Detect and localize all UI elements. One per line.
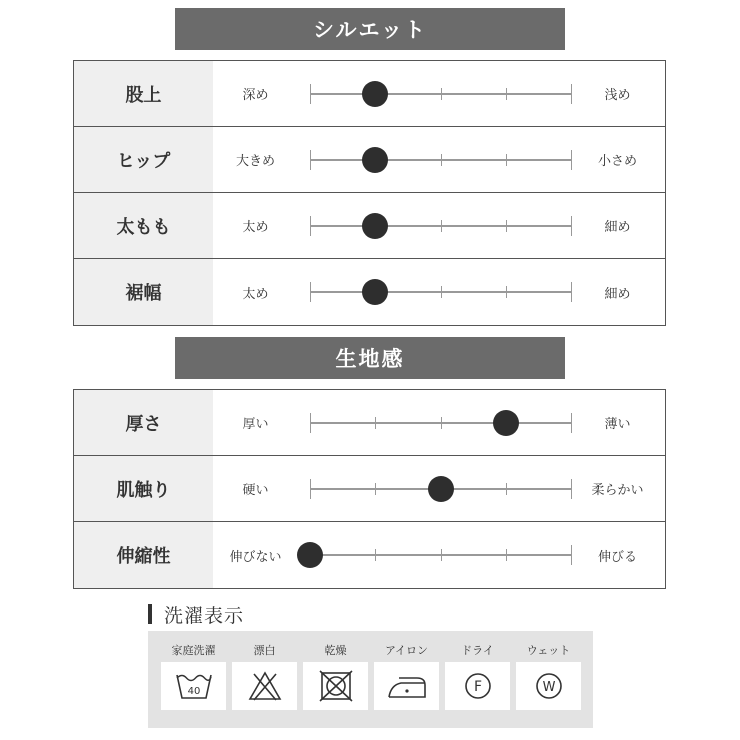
scale-tick (310, 150, 311, 170)
scale-tick (375, 549, 376, 561)
scale-tick (310, 282, 311, 302)
scale-tick (375, 483, 376, 495)
silhouette-row-thigh (74, 193, 665, 259)
iron-low-icon (385, 671, 429, 701)
scale-right-label: 小さめ (597, 154, 637, 169)
wash-item-home (161, 631, 226, 728)
fit-scale (310, 61, 571, 126)
fit-scale (310, 390, 571, 455)
scale-right-label: 柔らかい (591, 483, 644, 498)
row-label: ヒップ (74, 127, 213, 192)
scale-left-label: 伸びない (229, 549, 282, 565)
row-label: 裾幅 (74, 259, 213, 325)
scale-tick (506, 286, 507, 298)
wash-item-iron (374, 631, 439, 728)
wash-label: ドライ (461, 644, 494, 657)
texture-row-thickness (74, 390, 665, 456)
wash-item-bleach (232, 631, 297, 728)
scale-marker (297, 542, 323, 568)
scale-tick (506, 154, 507, 166)
wash-item-dry (303, 631, 368, 728)
scale-tick (310, 479, 311, 499)
silhouette-table (73, 60, 666, 326)
scale-right-label: 浅め (604, 88, 631, 103)
scale-marker (362, 213, 388, 239)
texture-header (175, 337, 565, 379)
washtub-40-icon (174, 669, 214, 703)
heading-bar (148, 604, 152, 624)
wash-label: 乾燥 (324, 644, 347, 657)
no-bleach-icon (247, 670, 283, 702)
wash-label: 漂白 (253, 644, 276, 657)
scale-tick (506, 220, 507, 232)
row-label: 肌触り (74, 456, 213, 521)
scale-left-label: 硬い (242, 483, 269, 498)
scale-marker (362, 147, 388, 173)
wash-label: アイロン (384, 644, 428, 657)
scale-marker (428, 476, 454, 502)
dryclean-letter: F (473, 679, 482, 695)
row-label: 太もも (74, 193, 213, 258)
washing-panel (148, 631, 593, 728)
fit-scale (310, 193, 571, 258)
texture-row-stretch (74, 522, 665, 588)
scale-tick (506, 483, 507, 495)
scale-tick (441, 417, 442, 429)
texture-title: 生地感 (335, 347, 405, 371)
wash-item-dryclean (445, 631, 510, 728)
scale-right-label: 細め (604, 220, 631, 235)
silhouette-title: シルエット (312, 18, 428, 42)
silhouette-row-rise (74, 61, 665, 127)
scale-marker (362, 279, 388, 305)
row-label: 伸縮性 (74, 522, 213, 588)
scale-right-label: 薄い (604, 417, 631, 432)
scale-right-label: 伸びる (597, 549, 637, 565)
wash-label: 家庭洗濯 (171, 644, 216, 657)
silhouette-header (175, 8, 565, 50)
scale-left-label: 大きめ (235, 154, 275, 169)
silhouette-row-hem (74, 259, 665, 325)
scale-left-label: 太め (242, 220, 269, 235)
row-label: 股上 (74, 61, 213, 126)
scale-tick (441, 154, 442, 166)
washing-title: 洗濯表示 (164, 604, 245, 627)
scale-left-label: 厚い (242, 417, 269, 432)
scale-tick (506, 88, 507, 100)
scale-left-label: 太め (242, 286, 269, 302)
wash-temp: 40 (187, 686, 200, 697)
scale-tick (310, 413, 311, 433)
fit-scale (310, 522, 571, 588)
row-label: 厚さ (74, 390, 213, 455)
wash-item-wet (516, 631, 581, 728)
fit-scale (310, 127, 571, 192)
scale-tick (441, 220, 442, 232)
texture-table (73, 389, 666, 589)
fit-scale (310, 259, 571, 325)
scale-tick (310, 216, 311, 236)
scale-tick (441, 88, 442, 100)
wash-label: ウェット (526, 644, 571, 657)
scale-tick (375, 417, 376, 429)
fit-scale (310, 456, 571, 521)
wet-clean-w-icon (533, 670, 565, 702)
scale-marker (493, 410, 519, 436)
no-tumble-dry-icon (318, 669, 354, 703)
dry-clean-f-icon (462, 670, 494, 702)
washing-heading (148, 600, 244, 628)
scale-marker (362, 81, 388, 107)
texture-row-feel (74, 456, 665, 522)
scale-left-label: 深め (242, 88, 269, 103)
scale-tick (310, 84, 311, 104)
scale-tick (441, 549, 442, 561)
silhouette-row-hip (74, 127, 665, 193)
scale-right-label: 細め (604, 286, 631, 302)
scale-tick (506, 549, 507, 561)
scale-tick (441, 286, 442, 298)
wetclean-letter: W (542, 680, 555, 695)
